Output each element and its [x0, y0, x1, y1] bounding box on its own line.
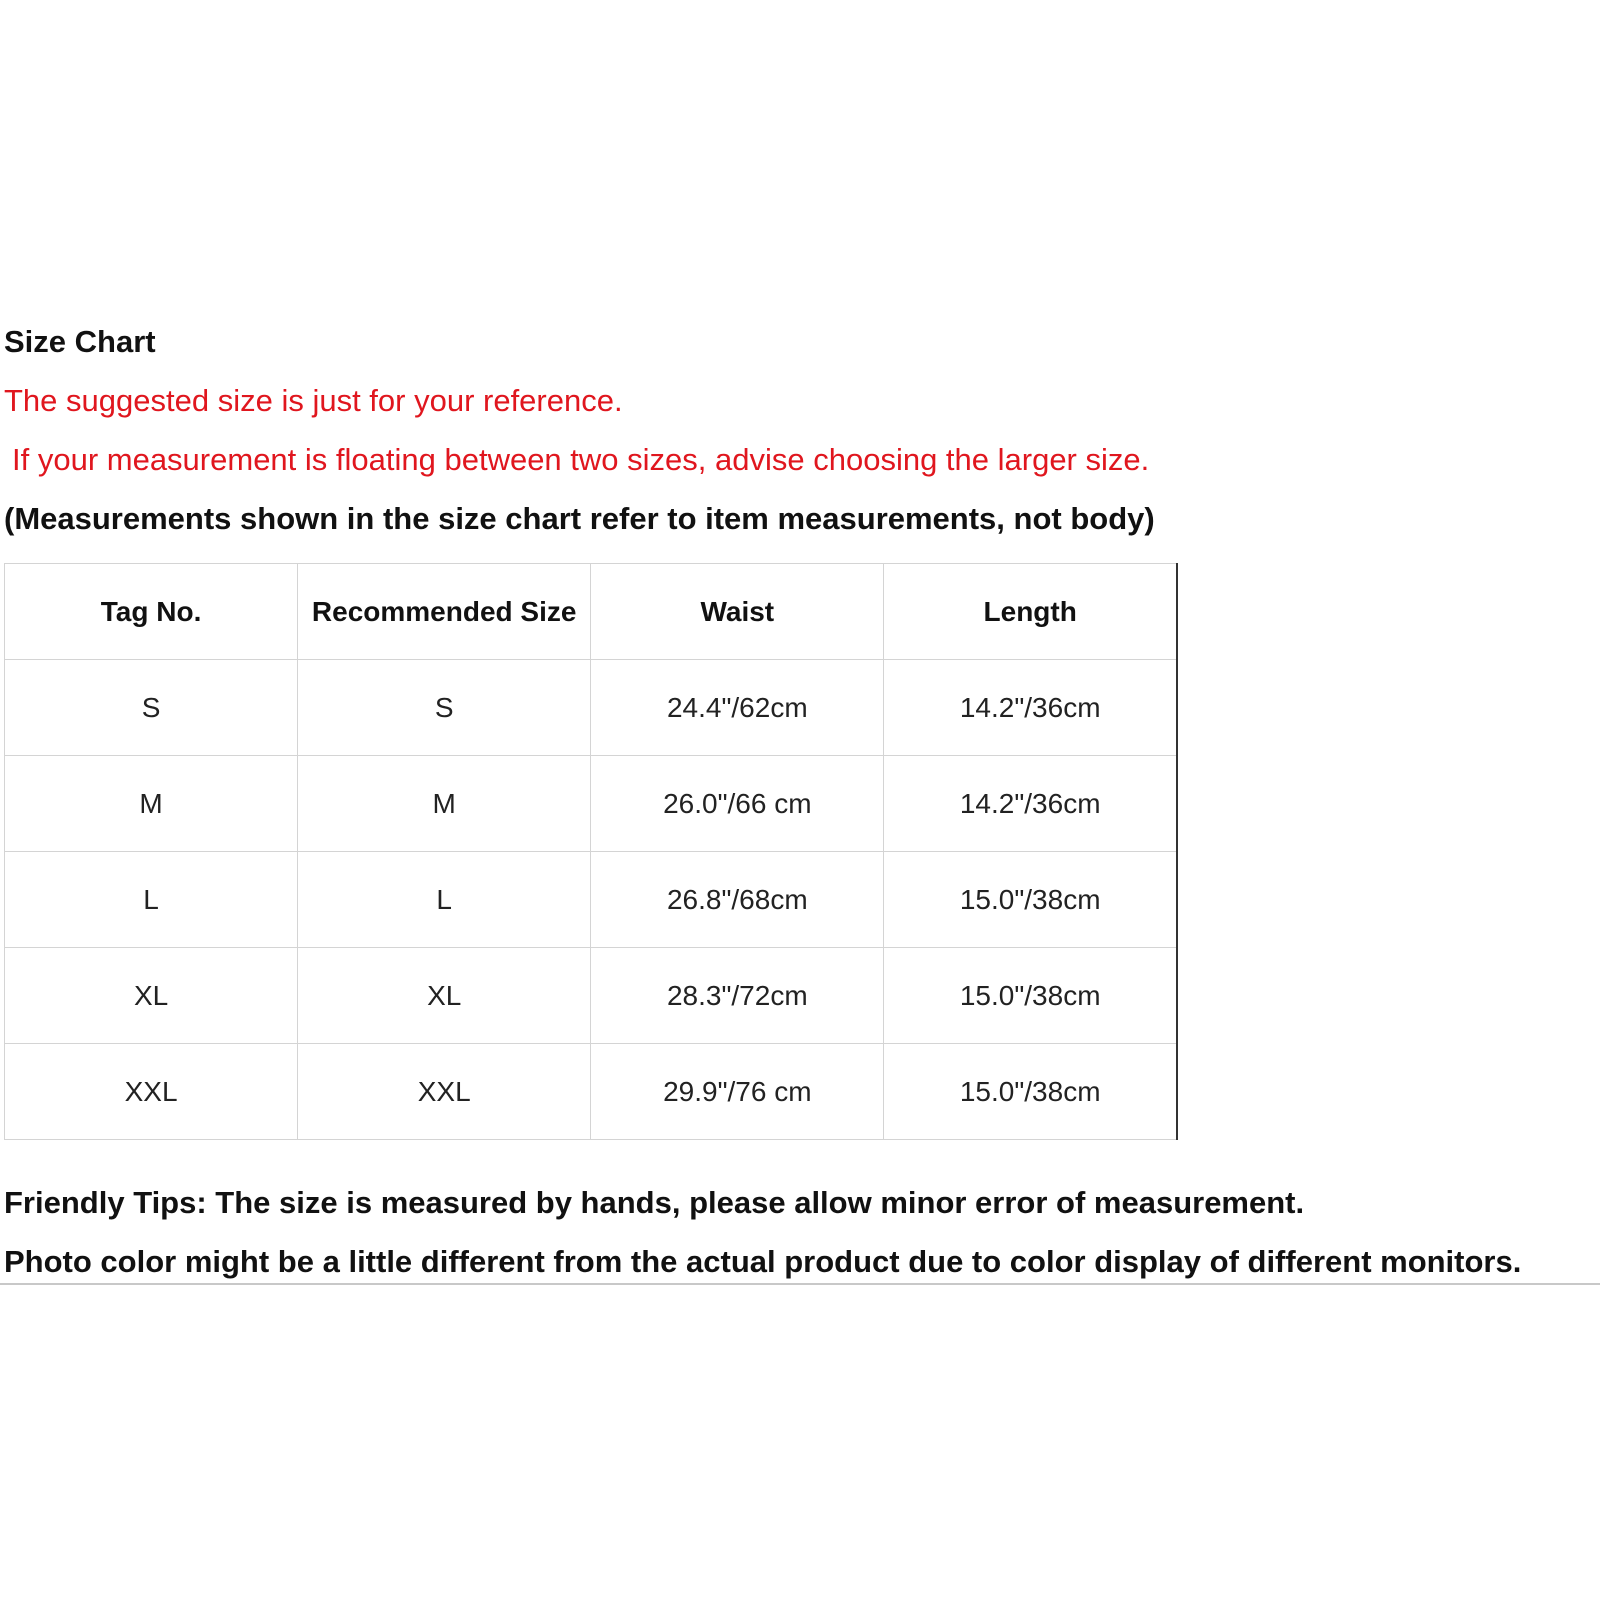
length-cell: 14.2"/36cm	[884, 660, 1177, 756]
table-row	[5, 948, 1178, 1044]
measurement-disclaimer: (Measurements shown in the size chart refer to item measurements, not body)	[4, 501, 1155, 536]
bottom-divider	[0, 1283, 1600, 1285]
waist-cell: 26.8"/68cm	[591, 852, 884, 948]
recommended-size-cell: S	[298, 660, 591, 756]
tag-no-cell: S	[5, 660, 298, 756]
table-row	[5, 660, 1178, 756]
recommended-size-cell: M	[298, 756, 591, 852]
table-header-row	[5, 564, 1178, 660]
size-chart-title: Size Chart	[4, 324, 156, 359]
waist-cell: 28.3"/72cm	[591, 948, 884, 1044]
length-cell: 15.0"/38cm	[884, 1044, 1177, 1140]
header-recommended-size: Recommended Size	[298, 564, 591, 660]
friendly-tips: Friendly Tips: The size is measured by hands, please allow minor error of measurement.	[4, 1185, 1305, 1220]
length-cell: 14.2"/36cm	[884, 756, 1177, 852]
recommended-size-cell: XL	[298, 948, 591, 1044]
header-tag-no: Tag No.	[5, 564, 298, 660]
table-row	[5, 1044, 1178, 1140]
recommended-size-cell: XXL	[298, 1044, 591, 1140]
table-row	[5, 756, 1178, 852]
larger-size-advice: If your measurement is floating between two sizes, advise choosing the larger size.	[12, 442, 1150, 477]
size-table	[4, 563, 1178, 1140]
recommended-size-cell: L	[298, 852, 591, 948]
length-cell: 15.0"/38cm	[884, 852, 1177, 948]
tag-no-cell: XL	[5, 948, 298, 1044]
photo-color-note: Photo color might be a little different from the actual product due to color display of different monitors.	[4, 1244, 1522, 1279]
tag-no-cell: L	[5, 852, 298, 948]
waist-cell: 24.4"/62cm	[591, 660, 884, 756]
reference-note: The suggested size is just for your reference.	[4, 383, 623, 418]
header-waist: Waist	[591, 564, 884, 660]
tag-no-cell: XXL	[5, 1044, 298, 1140]
header-length: Length	[884, 564, 1177, 660]
waist-cell: 26.0"/66 cm	[591, 756, 884, 852]
waist-cell: 29.9"/76 cm	[591, 1044, 884, 1140]
table-row	[5, 852, 1178, 948]
length-cell: 15.0"/38cm	[884, 948, 1177, 1044]
tag-no-cell: M	[5, 756, 298, 852]
